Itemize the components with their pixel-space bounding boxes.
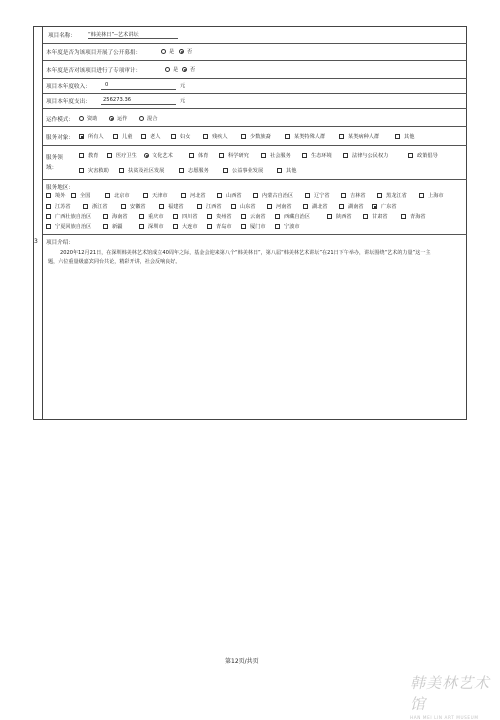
region-option[interactable]: 新疆 xyxy=(103,223,122,230)
service-target-option[interactable]: 妇女 xyxy=(171,133,190,140)
region-option[interactable]: 河南省 xyxy=(267,203,292,210)
region-option[interactable]: 山东省 xyxy=(231,203,256,210)
checkbox-icon xyxy=(121,204,126,209)
checkbox-icon xyxy=(302,153,307,158)
region-option[interactable]: 江苏省 xyxy=(46,203,71,210)
checkbox-icon xyxy=(261,153,266,158)
region-option[interactable]: 河北省 xyxy=(181,192,206,199)
service-field-option[interactable]: 法律与公民权力 xyxy=(343,152,388,159)
special-audit-row xyxy=(43,61,467,79)
checkbox-icon xyxy=(46,224,51,229)
expense-underline xyxy=(101,104,176,105)
service-target-label: 服务对象： xyxy=(46,135,74,141)
region-option[interactable]: 重庆市 xyxy=(139,213,164,220)
checkbox-icon xyxy=(253,193,258,198)
income-underline xyxy=(101,89,176,90)
region-option[interactable]: 宁夏回族自治区 xyxy=(46,223,91,230)
operation-mode-funding[interactable]: 资助 xyxy=(79,115,97,122)
income-row xyxy=(43,79,467,94)
checkbox-icon xyxy=(267,204,272,209)
region-option[interactable]: 境外 xyxy=(46,192,65,199)
checkbox-checked-icon xyxy=(372,204,377,209)
region-option[interactable]: 黑龙江省 xyxy=(377,192,407,199)
region-option[interactable]: 天津市 xyxy=(143,192,168,199)
checkbox-icon xyxy=(207,224,212,229)
service-target-option[interactable]: 所有人 xyxy=(79,133,104,140)
region-option[interactable]: 甘肃省 xyxy=(363,213,388,220)
special-audit-no[interactable]: 否 xyxy=(182,66,195,73)
project-name-underline xyxy=(88,38,178,39)
page-number: 第12页/共页 xyxy=(225,658,259,665)
checkbox-icon xyxy=(401,214,406,219)
museum-logo-chinese: 韩美林艺术馆 xyxy=(410,674,491,713)
service-region-label: 服务地区： xyxy=(46,185,74,191)
region-option[interactable]: 广西壮族自治区 xyxy=(46,213,91,220)
checkbox-checked-icon xyxy=(79,134,84,139)
project-name-row xyxy=(43,26,467,44)
checkbox-icon xyxy=(103,214,108,219)
service-field-option[interactable]: 灾害救助 xyxy=(79,167,109,174)
service-field-option[interactable]: 政策倡导 xyxy=(408,152,438,159)
region-option[interactable]: 湖北省 xyxy=(303,203,328,210)
service-target-option[interactable]: 儿童 xyxy=(113,133,132,140)
public-fundraising-yes[interactable]: 是 xyxy=(161,48,174,55)
operation-mode-mixed[interactable]: 混合 xyxy=(139,115,157,122)
checkbox-icon xyxy=(46,214,51,219)
service-field-row xyxy=(43,146,467,180)
checkbox-icon xyxy=(275,224,280,229)
expense-unit: 元 xyxy=(180,98,186,104)
operation-mode-operating[interactable]: 运作 xyxy=(109,115,127,122)
service-field-option[interactable]: 文化艺术 xyxy=(144,152,173,159)
radio-icon xyxy=(79,116,84,121)
income-value: 0 xyxy=(105,82,109,88)
checkbox-icon xyxy=(377,193,382,198)
expense-row xyxy=(43,94,467,109)
description-line-2: 题，六位重量级嘉宾同台共论，精彩开讲，社会反响良好。 xyxy=(48,258,181,265)
checkbox-icon xyxy=(179,168,184,173)
region-option[interactable]: 北京市 xyxy=(105,192,130,199)
checkbox-icon xyxy=(395,134,400,139)
expense-label: 项目本年度支出： xyxy=(46,99,91,105)
income-label: 项目本年度收入： xyxy=(46,84,91,90)
checkbox-icon xyxy=(207,214,212,219)
region-option[interactable]: 大连市 xyxy=(173,223,198,230)
service-target-option[interactable]: 某类病种人群 xyxy=(339,133,379,140)
region-option[interactable]: 厦门市 xyxy=(241,223,266,230)
region-option[interactable]: 辽宁省 xyxy=(305,192,330,199)
radio-selected-icon xyxy=(109,116,114,121)
description-line-1: 2020年12月21日，在深圳韩美林艺术馆成立40周年之际，基金会迎来第八个“韩美林日”，第八届“韩美林艺术讲坛”在21日下午举办，讲坛围绕“艺术的力量”这一主 xyxy=(60,250,431,256)
special-audit-label: 本年度是否对该项目进行了专项审计： xyxy=(46,68,142,74)
checkbox-icon xyxy=(159,204,164,209)
expense-value: 256273.36 xyxy=(103,97,132,103)
radio-icon xyxy=(161,49,166,54)
checkbox-icon xyxy=(217,193,222,198)
region-option[interactable]: 西藏自治区 xyxy=(275,213,310,220)
service-field-label: 服务领 xyxy=(46,155,63,161)
special-audit-yes[interactable]: 是 xyxy=(165,66,178,73)
service-target-option[interactable]: 少数族裔 xyxy=(241,133,271,140)
service-target-option[interactable]: 其他 xyxy=(395,133,414,140)
region-option[interactable]: 福建省 xyxy=(159,203,184,210)
checkbox-icon xyxy=(277,168,282,173)
checkbox-icon xyxy=(105,193,110,198)
checkbox-icon xyxy=(327,214,332,219)
region-option[interactable]: 海南省 xyxy=(103,213,128,220)
region-option[interactable]: 四川省 xyxy=(173,213,198,220)
region-option[interactable]: 云南省 xyxy=(241,213,266,220)
service-target-option[interactable]: 残疾人 xyxy=(203,133,228,140)
region-option[interactable]: 全国 xyxy=(71,192,90,199)
checkbox-icon xyxy=(119,168,124,173)
checkbox-icon xyxy=(339,134,344,139)
checkbox-icon xyxy=(231,204,236,209)
checkbox-icon xyxy=(171,134,176,139)
public-fundraising-row xyxy=(43,44,467,61)
radio-selected-icon xyxy=(182,67,187,72)
checkbox-icon xyxy=(419,193,424,198)
checkbox-icon xyxy=(241,224,246,229)
checkbox-icon xyxy=(363,214,368,219)
checkbox-icon xyxy=(223,168,228,173)
checkbox-icon xyxy=(107,153,112,158)
radio-icon xyxy=(139,116,144,121)
checkbox-icon xyxy=(79,168,84,173)
checkbox-icon xyxy=(285,134,290,139)
checkbox-icon xyxy=(46,204,51,209)
region-option[interactable]: 贵州省 xyxy=(207,213,232,220)
region-option[interactable]: 深圳市 xyxy=(139,223,164,230)
checkbox-icon xyxy=(241,134,246,139)
checkbox-icon xyxy=(113,134,118,139)
service-field-label-cont: 域： xyxy=(46,165,58,171)
income-unit: 元 xyxy=(180,83,186,89)
checkbox-icon xyxy=(79,153,84,158)
checkbox-icon xyxy=(71,193,76,198)
service-field-option[interactable]: 生态环境 xyxy=(302,152,332,159)
checkbox-icon xyxy=(143,193,148,198)
service-target-row xyxy=(43,127,467,146)
region-option[interactable]: 安徽省 xyxy=(121,203,146,210)
region-option[interactable]: 吉林省 xyxy=(341,192,366,199)
region-option[interactable]: 青岛市 xyxy=(207,223,232,230)
public-fundraising-no[interactable]: 否 xyxy=(179,48,192,55)
checkbox-icon xyxy=(341,193,346,198)
service-region-row xyxy=(43,180,467,235)
project-name-value: “韩美林日”--艺术讲坛 xyxy=(88,32,139,38)
region-option[interactable]: 上海市 xyxy=(419,192,444,199)
checkbox-icon xyxy=(197,204,202,209)
checkbox-icon xyxy=(303,204,308,209)
checkbox-checked-icon xyxy=(144,153,149,158)
service-field-option[interactable]: 教育 xyxy=(79,152,98,159)
description-text xyxy=(48,249,460,266)
region-option[interactable]: 广东省 xyxy=(372,203,397,210)
checkbox-icon xyxy=(189,153,194,158)
service-field-option[interactable]: 公益事业发展 xyxy=(223,167,263,174)
checkbox-icon xyxy=(203,134,208,139)
service-field-option[interactable]: 医疗卫生 xyxy=(107,152,137,159)
service-field-option[interactable]: 体育 xyxy=(189,152,208,159)
checkbox-icon xyxy=(139,224,144,229)
checkbox-icon xyxy=(219,153,224,158)
region-option[interactable]: 陕西省 xyxy=(327,213,352,220)
service-target-option[interactable]: 某类特殊人群 xyxy=(285,133,325,140)
service-field-option[interactable]: 扶贫及社区发展 xyxy=(119,167,164,174)
service-field-option[interactable]: 社会服务 xyxy=(261,152,291,159)
checkbox-icon xyxy=(305,193,310,198)
museum-logo xyxy=(410,672,495,720)
service-target-option[interactable]: 老人 xyxy=(141,133,160,140)
description-label: 项目介绍： xyxy=(46,240,74,246)
checkbox-icon xyxy=(339,204,344,209)
checkbox-icon xyxy=(83,204,88,209)
checkbox-icon xyxy=(408,153,413,158)
checkbox-icon xyxy=(181,193,186,198)
operation-mode-row xyxy=(43,109,467,127)
row-number-column xyxy=(33,26,43,420)
checkbox-icon xyxy=(103,224,108,229)
checkbox-icon xyxy=(241,214,246,219)
region-option[interactable]: 宁波市 xyxy=(275,223,300,230)
project-name-label: 项目名称： xyxy=(48,33,76,39)
service-field-option[interactable]: 科学研究 xyxy=(219,152,249,159)
museum-logo-english: HAN MEI LIN ART MUSEUM xyxy=(410,715,479,720)
service-field-option[interactable]: 其他 xyxy=(277,167,296,174)
checkbox-icon xyxy=(141,134,146,139)
checkbox-icon xyxy=(173,214,178,219)
checkbox-icon xyxy=(275,214,280,219)
operation-mode-label: 运作模式： xyxy=(46,117,74,123)
radio-icon xyxy=(165,67,170,72)
region-option[interactable]: 山西省 xyxy=(217,192,242,199)
checkbox-icon xyxy=(46,193,51,198)
region-option[interactable]: 青海省 xyxy=(401,213,426,220)
row-number: 3 xyxy=(34,238,38,245)
radio-selected-icon xyxy=(179,49,184,54)
checkbox-icon xyxy=(173,224,178,229)
region-option[interactable]: 内蒙古自治区 xyxy=(253,192,293,199)
region-option[interactable]: 江西省 xyxy=(197,203,222,210)
checkbox-icon xyxy=(343,153,348,158)
region-option[interactable]: 浙江省 xyxy=(83,203,108,210)
checkbox-icon xyxy=(139,214,144,219)
service-field-option[interactable]: 志愿服务 xyxy=(179,167,209,174)
public-fundraising-label: 本年度是否为该项目开展了公开募捐： xyxy=(46,50,142,56)
region-option[interactable]: 湖南省 xyxy=(339,203,364,210)
